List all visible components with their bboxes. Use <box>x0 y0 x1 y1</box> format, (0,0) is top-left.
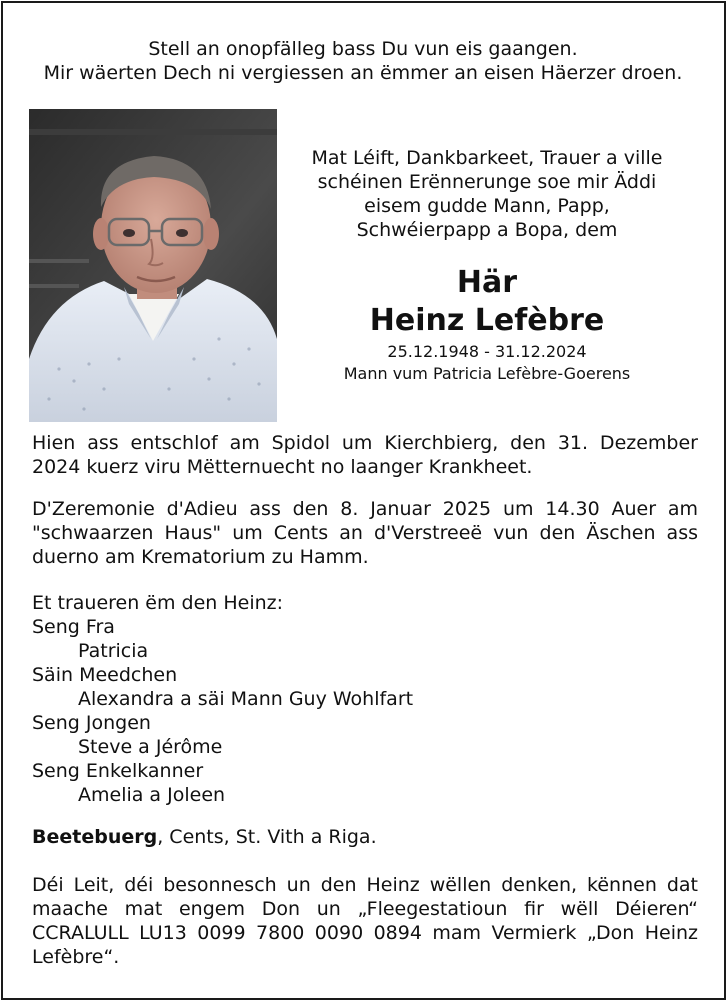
ceremony-announcement: D'Zeremonie d'Adieu ass den 8. Januar 2025 um 14.30 Auer am "schwaarzen Haus" um Cents an d'Verstreeë vun den Äschen ass duerno am Krematorium zu Hamm. <box>32 498 698 568</box>
mourner-names: Patricia <box>78 640 149 662</box>
quote-line: Stell an onopfälleg bass Du vun eis gaangen. <box>148 38 578 60</box>
intro-text <box>290 146 684 242</box>
places-line <box>32 825 698 849</box>
life-dates-block <box>290 341 684 385</box>
intro-line: schéinen Erënnerunge soe mir Äddi <box>317 171 657 193</box>
honorific: Här <box>456 265 518 300</box>
life-dates: 25.12.1948 - 31.12.2024 <box>387 342 587 361</box>
places-bold: Beetebuerg <box>32 826 158 848</box>
intro-line: eisem gudde Mann, Papp, <box>364 195 610 217</box>
portrait-photo-icon <box>29 109 277 422</box>
donation-notice: Déi Leit, déi besonnesch un den Heinz wëllen denken, kënnen dat maache mat engem Don un „Fleegestatioun fir wëll Déieren“ CCRALULL LU13 0099 7800 0090 0894 mam Vermierk „Don Heinz Lefèbre“. <box>32 874 698 968</box>
mourner-names: Amelia a Joleen <box>78 784 226 806</box>
quote-line: Mir wäerten Dech ni vergiessen an ëmmer an eisen Häerzer droen. <box>43 62 683 84</box>
mourner-names: Steve a Jérôme <box>78 736 223 758</box>
mourner-relation: Seng Jongen <box>32 712 151 734</box>
intro-line: Mat Léift, Dankbarkeet, Trauer a ville <box>311 147 663 169</box>
mourner-names: Alexandra a säi Mann Guy Wohlfart <box>78 688 414 710</box>
mourners-list <box>32 591 698 807</box>
deceased-name-block <box>290 264 684 340</box>
mourner-relation: Seng Fra <box>32 616 115 638</box>
mourner-relation: Seng Enkelkanner <box>32 760 204 782</box>
spouse-line: Mann vum Patricia Lefèbre-Goerens <box>343 364 631 383</box>
deceased-name: Heinz Lefèbre <box>369 303 605 338</box>
mourner-relation: Säin Meedchen <box>32 664 178 686</box>
memorial-quote <box>40 37 686 85</box>
places-rest: , Cents, St. Vith a Riga. <box>157 826 377 848</box>
portrait-photo <box>29 109 277 422</box>
death-announcement: Hien ass entschlof am Spidol um Kierchbierg, den 31. Dezember 2024 kuerz viru Mëtternuecht no laanger Krankheet. <box>32 432 698 478</box>
mourners-heading: Et traueren ëm den Heinz: <box>32 592 284 614</box>
intro-line: Schwéierpapp a Bopa, dem <box>356 219 618 241</box>
